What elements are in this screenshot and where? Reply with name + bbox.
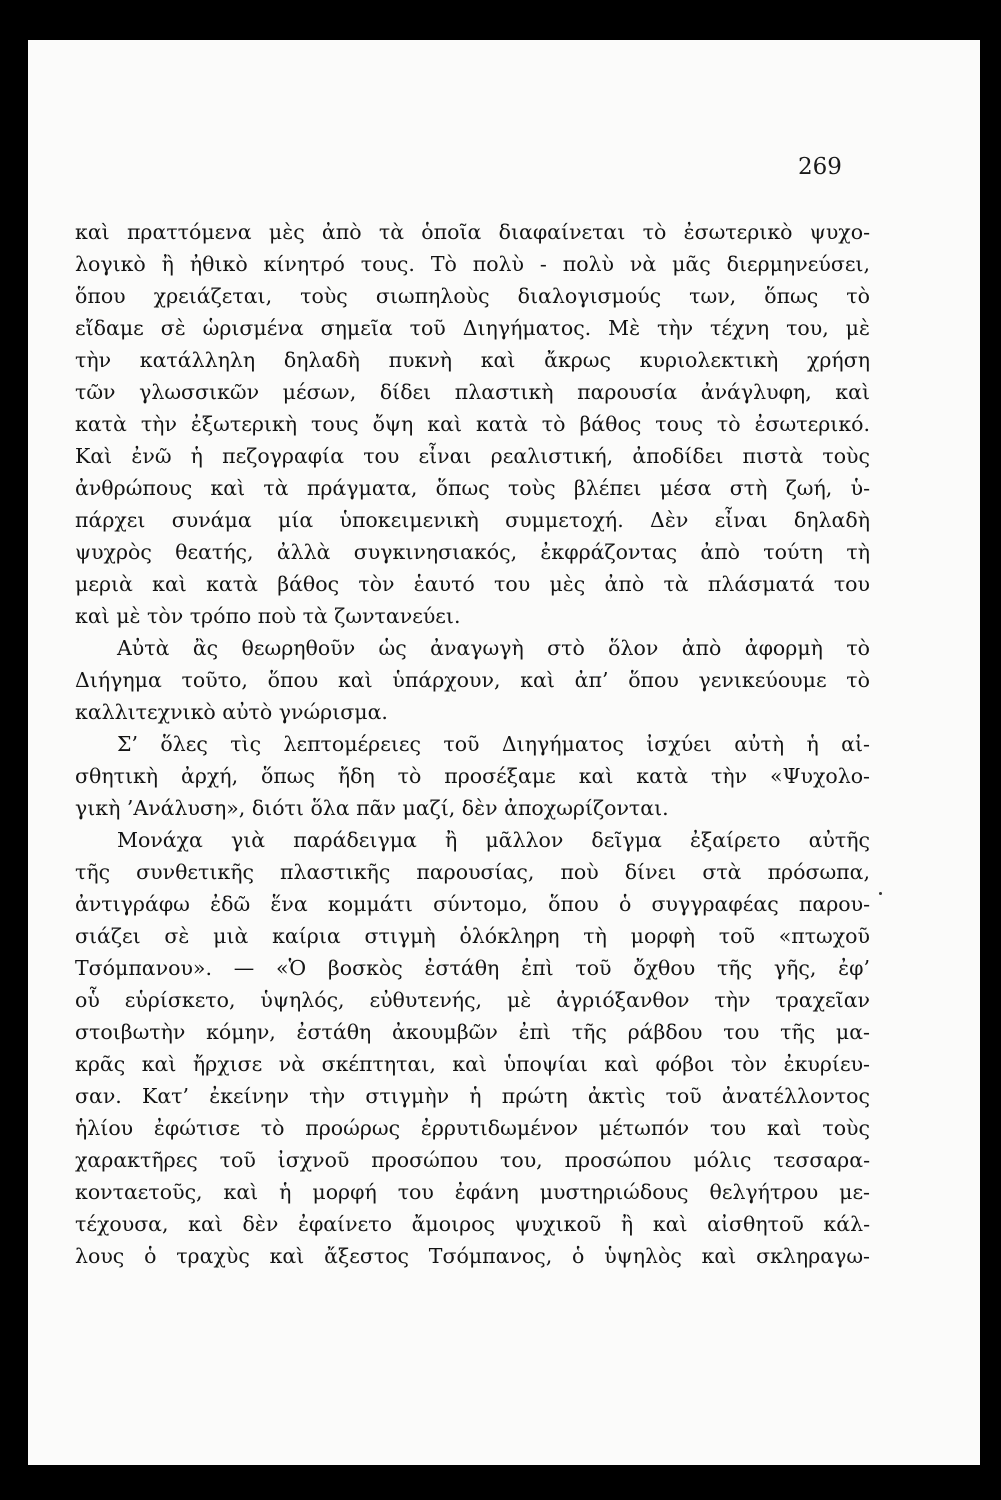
text-line: τέχουσα, καὶ δὲν ἐφαίνετο ἄμοιρος ψυχικοῦ ἢ καὶ αἰσθητοῦ κάλ- bbox=[75, 1212, 870, 1236]
paragraph-start-line: Σ’ ὅλες τὶς λεπτομέρειες τοῦ Διηγήματος ἰσχύει αὐτὴ ἡ αἰ- bbox=[117, 732, 870, 756]
text-line: λογικὸ ἢ ἠθικὸ κίνητρό τους. Τὸ πολὺ - πολὺ νὰ μᾶς διερμηνεύσει, bbox=[75, 252, 870, 276]
text-line: σιάζει σὲ μιὰ καίρια στιγμὴ ὁλόκληρη τὴ μορφὴ τοῦ «πτωχοῦ bbox=[75, 924, 870, 948]
text-line: Καὶ ἐνῶ ἡ πεζογραφία του εἶναι ρεαλιστική, ἀποδίδει πιστὰ τοὺς bbox=[75, 444, 870, 468]
body-text bbox=[75, 216, 870, 1272]
text-line: τῶν γλωσσικῶν μέσων, δίδει πλαστικὴ παρουσία ἀνάγλυφη, καὶ bbox=[75, 380, 870, 404]
text-line: ψυχρὸς θεατής, ἀλλὰ συγκινησιακός, ἐκφράζοντας ἀπὸ τούτη τὴ bbox=[75, 540, 870, 564]
text-line: Διήγημα τοῦτο, ὅπου καὶ ὑπάρχουν, καὶ ἀπ’ ὅπου γενικεύουμε τὸ bbox=[75, 668, 870, 692]
text-line: ἀντιγράφω ἐδῶ ἕνα κομμάτι σύντομο, ὅπου ὁ συγγραφέας παρου- bbox=[75, 892, 870, 916]
text-line: λους ὁ τραχὺς καὶ ἄξεστος Τσόμπανος, ὁ ὑψηλὸς καὶ σκληραγω- bbox=[75, 1244, 870, 1268]
paragraph-start-line: Μονάχα γιὰ παράδειγμα ἢ μᾶλλον δεῖγμα ἐξαίρετο αὐτῆς bbox=[117, 828, 870, 852]
text-line: χαρακτῆρες τοῦ ἰσχνοῦ προσώπου του, προσώπου μόλις τεσσαρα- bbox=[75, 1148, 870, 1172]
text-line: μεριὰ καὶ κατὰ βάθος τὸν ἑαυτό του μὲς ἀπὸ τὰ πλάσματά του bbox=[75, 572, 870, 596]
text-line: ἡλίου ἐφώτισε τὸ προώρως ἐρρυτιδωμένον μέτωπόν του καὶ τοὺς bbox=[75, 1116, 870, 1140]
text-line: κατὰ τὴν ἐξωτερικὴ τους ὄψη καὶ κατὰ τὸ βάθος τους τὸ ἐσωτερικό. bbox=[75, 412, 870, 436]
text-line: εἴδαμε σὲ ὡρισμένα σημεῖα τοῦ Διηγήματος. Μὲ τὴν τέχνη του, μὲ bbox=[75, 316, 870, 340]
text-line: σαν. Κατ’ ἐκείνην τὴν στιγμὴν ἡ πρώτη ἀκτὶς τοῦ ἀνατέλλοντος bbox=[75, 1084, 870, 1108]
text-line: τὴν κατάλληλη δηλαδὴ πυκνὴ καὶ ἄκρως κυριολεκτικὴ χρήση bbox=[75, 348, 870, 372]
text-line: καὶ μὲ τὸν τρόπο ποὺ τὰ ζωντανεύει. bbox=[75, 604, 461, 628]
book-page bbox=[28, 40, 980, 1465]
text-line: καὶ πραττόμενα μὲς ἀπὸ τὰ ὁποῖα διαφαίνεται τὸ ἐσωτερικὸ ψυχο- bbox=[75, 220, 870, 244]
text-line: τῆς συνθετικῆς πλαστικῆς παρουσίας, ποὺ δίνει στὰ πρόσωπα, bbox=[75, 860, 870, 884]
text-line: σθητικὴ ἀρχή, ὅπως ἤδη τὸ προσέξαμε καὶ κατὰ τὴν «Ψυχολο- bbox=[75, 764, 870, 788]
text-line: πάρχει συνάμα μία ὑποκειμενικὴ συμμετοχή. Δὲν εἶναι δηλαδὴ bbox=[75, 508, 870, 532]
text-line: κονταετοῦς, καὶ ἡ μορφή του ἐφάνη μυστηριώδους θελγήτρου με- bbox=[75, 1180, 870, 1204]
text-line: ἀνθρώπους καὶ τὰ πράγματα, ὅπως τοὺς βλέπει μέσα στὴ ζωή, ὑ- bbox=[75, 476, 870, 500]
paragraph-start-line: Αὐτὰ ἂς θεωρηθοῦν ὡς ἀναγωγὴ στὸ ὅλον ἀπὸ ἀφορμὴ τὸ bbox=[117, 636, 870, 660]
text-line: καλλιτεχνικὸ αὐτὸ γνώρισμα. bbox=[75, 700, 388, 724]
text-line: οὗ εὑρίσκετο, ὑψηλός, εὐθυτενής, μὲ ἀγριόξανθον τὴν τραχεῖαν bbox=[75, 988, 870, 1012]
text-line: ὅπου χρειάζεται, τοὺς σιωπηλοὺς διαλογισμούς των, ὅπως τὸ bbox=[75, 284, 870, 308]
text-line: Τσόμπανου». — «Ὁ βοσκὸς ἐστάθη ἐπὶ τοῦ ὄχθου τῆς γῆς, ἐφ’ bbox=[75, 956, 870, 980]
text-line: κρᾶς καὶ ἤρχισε νὰ σκέπτηται, καὶ ὑποψίαι καὶ φόβοι τὸν ἐκυρίευ- bbox=[75, 1052, 870, 1076]
page-number: 269 bbox=[798, 154, 842, 180]
text-line: στοιβωτὴν κόμην, ἐστάθη ἀκουμβῶν ἐπὶ τῆς ράβδου του τῆς μα- bbox=[75, 1020, 870, 1044]
margin-mark bbox=[879, 892, 882, 895]
text-line: γικὴ ’Ανάλυση», διότι ὅλα πᾶν μαζί, δὲν ἀποχωρίζονται. bbox=[75, 796, 669, 820]
